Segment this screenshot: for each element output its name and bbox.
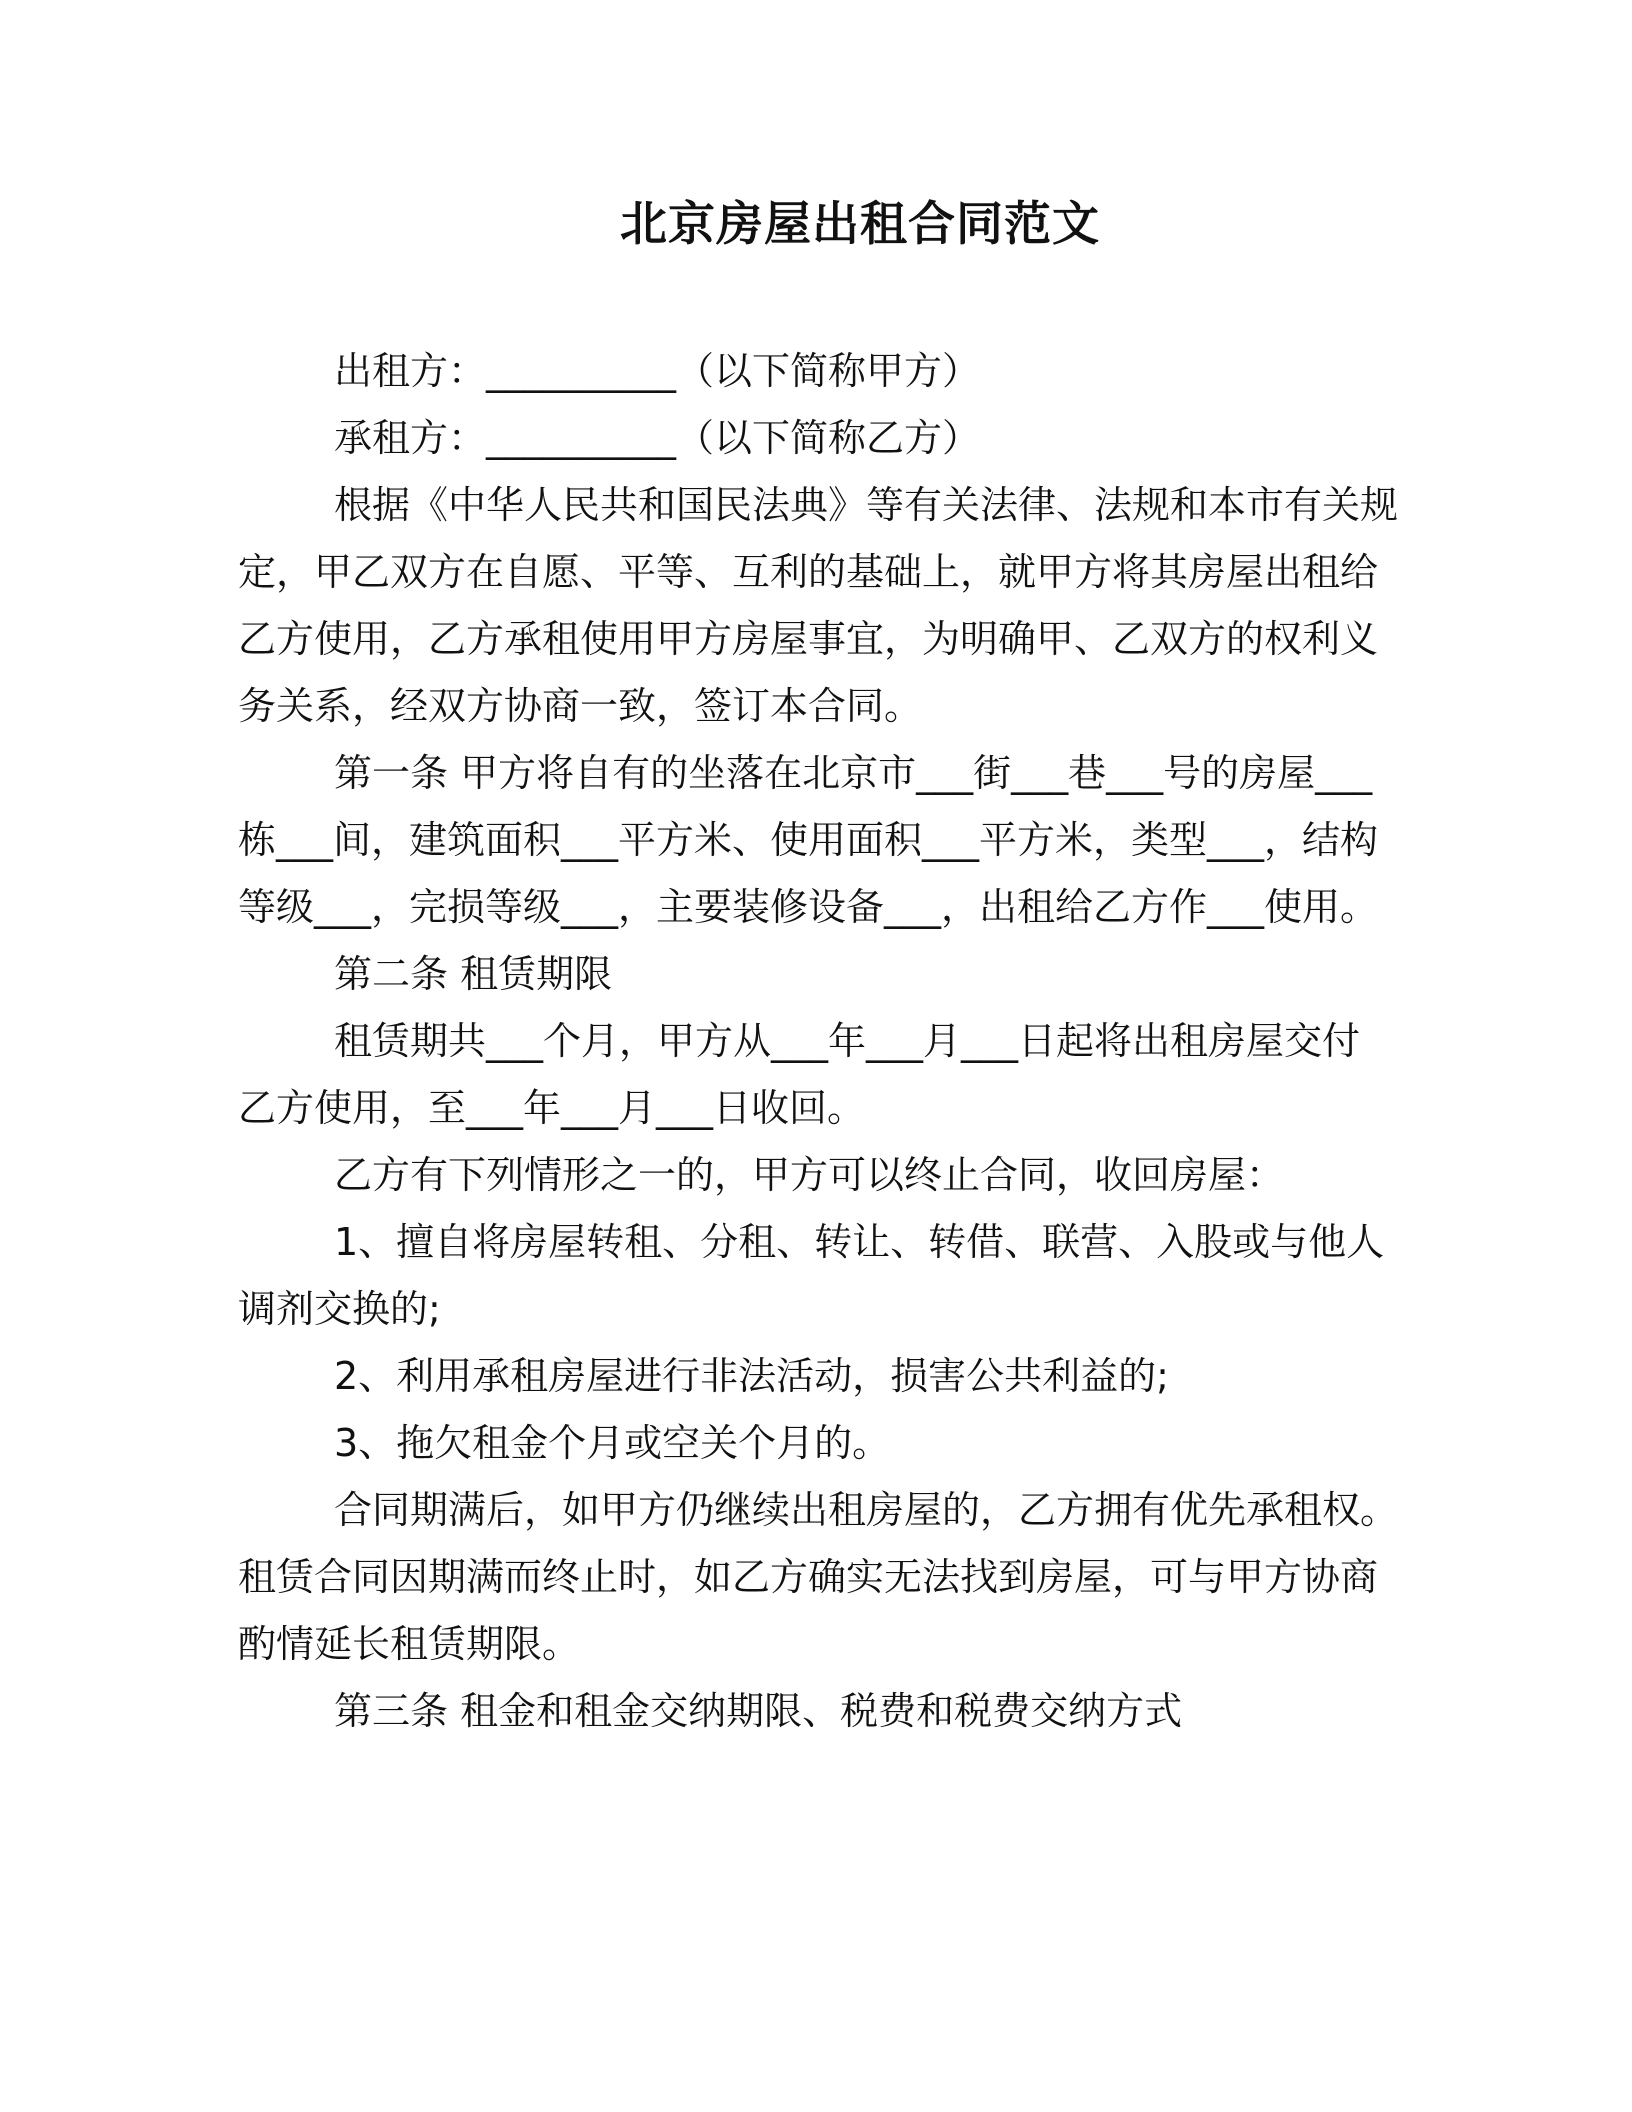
termination-intro: 乙方有下列情形之一的，甲方可以终止合同，收回房屋： bbox=[334, 1153, 1285, 1197]
article-1-line-1: 第一条 甲方将自有的坐落在北京市___街___巷___号的房屋___ bbox=[334, 751, 1373, 795]
termination-item-3: 3、拖欠租金个月或空关个月的。 bbox=[334, 1421, 891, 1465]
document-title: 北京房屋出租合同范文 bbox=[620, 197, 1100, 252]
article-2-heading: 第二条 租赁期限 bbox=[334, 952, 613, 996]
preamble-line-4: 务关系，经双方协商一致，签订本合同。 bbox=[238, 684, 923, 728]
article-1-line-3: 等级___，完损等级___，主要装修设备___，出租给乙方作___使用。 bbox=[238, 885, 1379, 929]
lease-term-line-1: 租赁期共___个月，甲方从___年___月___日起将出租房屋交付 bbox=[334, 1019, 1361, 1063]
lessor-line: 出租方：__________（以下简称甲方） bbox=[334, 349, 981, 393]
termination-item-2: 2、利用承租房屋进行非法活动，损害公共利益的; bbox=[334, 1354, 1169, 1398]
lessee-line: 承租方：__________（以下简称乙方） bbox=[334, 416, 981, 460]
renewal-line-1: 合同期满后，如甲方仍继续出租房屋的，乙方拥有优先承租权。 bbox=[334, 1488, 1399, 1532]
preamble-line-3: 乙方使用，乙方承租使用甲方房屋事宜，为明确甲、乙双方的权利义 bbox=[238, 617, 1379, 661]
article-1-line-2: 栋___间，建筑面积___平方米、使用面积___平方米，类型___，结构 bbox=[238, 818, 1379, 862]
renewal-line-3: 酌情延长租赁期限。 bbox=[238, 1622, 581, 1666]
article-3-heading: 第三条 租金和租金交纳期限、税费和税费交纳方式 bbox=[334, 1689, 1183, 1733]
preamble-line-1: 根据《中华人民共和国民法典》等有关法律、法规和本市有关规 bbox=[334, 483, 1399, 527]
lease-term-line-2: 乙方使用，至___年___月___日收回。 bbox=[238, 1086, 866, 1130]
preamble-line-2: 定，甲乙双方在自愿、平等、互利的基础上，就甲方将其房屋出租给 bbox=[238, 550, 1379, 594]
renewal-line-2: 租赁合同因期满而终止时，如乙方确实无法找到房屋，可与甲方协商 bbox=[238, 1555, 1379, 1599]
termination-item-1-b: 调剂交换的; bbox=[238, 1287, 441, 1331]
termination-item-1-a: 1、擅自将房屋转租、分租、转让、转借、联营、入股或与他人 bbox=[334, 1220, 1385, 1264]
